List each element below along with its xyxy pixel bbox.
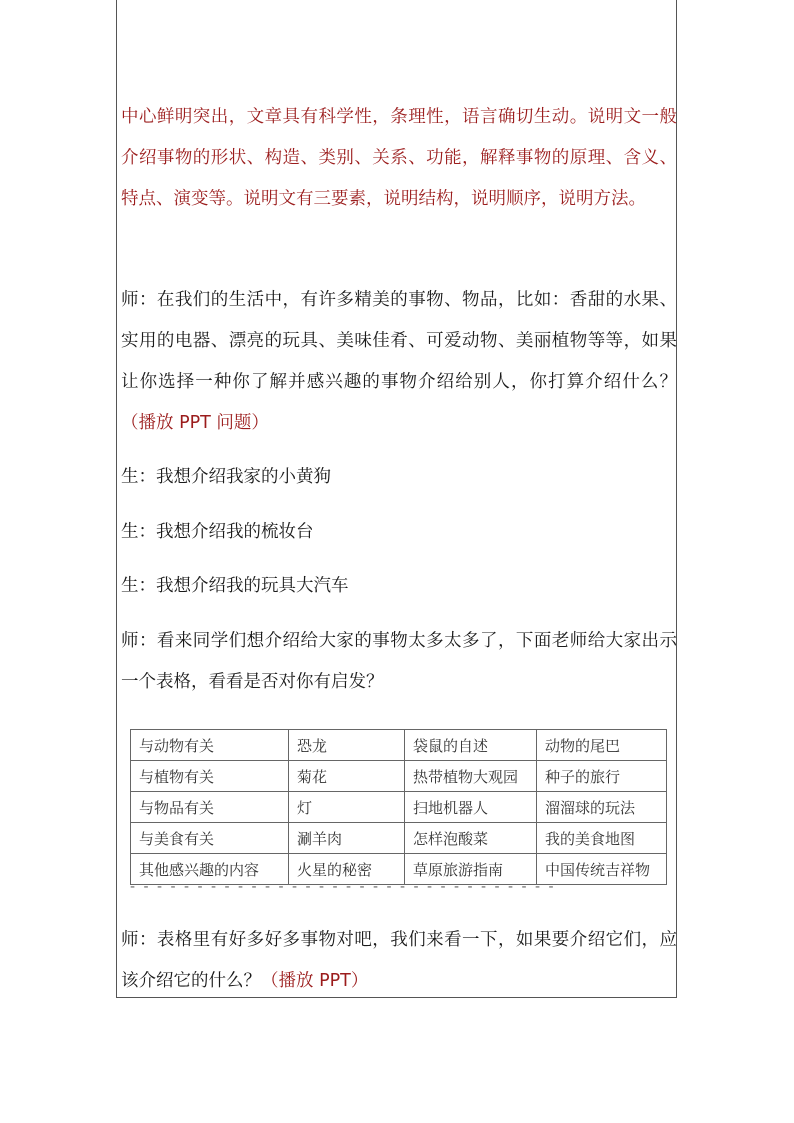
teacher-final-text: 师：表格里有好多好多事物对吧，我们来看一下，如果要介绍它们，应该介绍它的什么？ [121, 930, 677, 991]
table-cell: 其他感兴趣的内容 [131, 854, 289, 885]
table-cell: 灯 [289, 792, 405, 823]
table-cell: 中国传统吉祥物 [537, 854, 667, 885]
table-cell: 菊花 [289, 761, 405, 792]
ppt-note-final: （播放 PPT） [261, 971, 369, 991]
table-row [131, 730, 667, 761]
table-cell: 恐龙 [289, 730, 405, 761]
table-cell: 与美食有关 [131, 823, 289, 854]
table-cell: 种子的旅行 [537, 761, 667, 792]
table-cell: 扫地机器人 [405, 792, 537, 823]
teacher-question-text: 师：在我们的生活中，有许多精美的事物、物品，比如：香甜的水果、实用的电器、漂亮的玩具、美味佳肴、可爱动物、美丽植物等等，如果让你选择一种你了解并感兴趣的事物介绍给别人，你打算介绍什么？ [121, 290, 677, 392]
table-cell: 与植物有关 [131, 761, 289, 792]
student-answer-2: 生：我想介绍我的梳妆台 [121, 522, 314, 542]
table-cell: 袋鼠的自述 [405, 730, 537, 761]
topic-table-wrapper [130, 729, 667, 885]
intro-paragraph: 中心鲜明突出，文章具有科学性，条理性，语言确切生动。说明文一般介绍事物的形状、构造、类别、关系、功能，解释事物的原理、含义、特点、演变等。说明文有三要素，说明结构，说明顺序，说明方法。 [121, 107, 677, 209]
clipped-text-line: - - - - - - - - - - - - - - - - - - - - - - - - - - - - - - - - [130, 879, 556, 895]
table-cell: 怎样泡酸菜 [405, 823, 537, 854]
teacher-question-paragraph [121, 280, 677, 444]
student-answer-1: 生：我想介绍我家的小黄狗 [121, 467, 331, 487]
table-cell: 涮羊肉 [289, 823, 405, 854]
table-row [131, 761, 667, 792]
topic-table [130, 729, 667, 885]
table-cell: 草原旅游指南 [405, 854, 537, 885]
table-row [131, 792, 667, 823]
table-cell: 与物品有关 [131, 792, 289, 823]
table-cell: 与动物有关 [131, 730, 289, 761]
table-cell: 动物的尾巴 [537, 730, 667, 761]
ppt-note: （播放 PPT 问题） [121, 413, 269, 433]
table-cell: 热带植物大观园 [405, 761, 537, 792]
student-answer-3: 生：我想介绍我的玩具大汽车 [121, 576, 349, 596]
teacher-table-intro: 师：看来同学们想介绍给大家的事物太多太多了，下面老师给大家出示一个表格，看看是否对你有启发？ [121, 631, 677, 692]
table-row [131, 823, 667, 854]
table-cell: 火星的秘密 [289, 854, 405, 885]
table-cell: 我的美食地图 [537, 823, 667, 854]
table-cell: 溜溜球的玩法 [537, 792, 667, 823]
teacher-final-question [121, 920, 677, 1002]
